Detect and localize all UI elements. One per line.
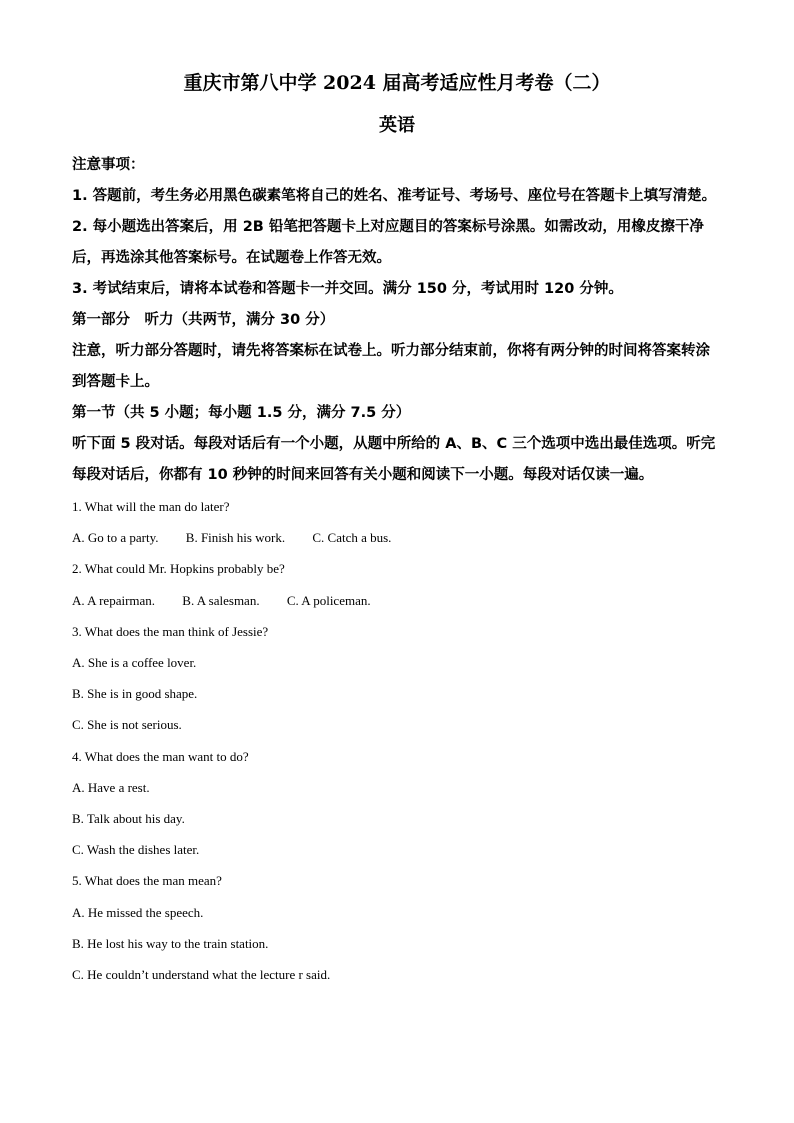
question-5-option-a: A. He missed the speech. — [72, 904, 204, 920]
question-2-option-a: A. A repairman. — [72, 592, 156, 608]
question-5-option-b: B. He lost his way to the train station. — [72, 935, 269, 951]
question-1-options — [72, 522, 722, 553]
notes-heading: 注意事项： — [72, 157, 145, 173]
question-2-option-b: B. A salesman. — [182, 592, 260, 608]
question-1-option-a: A. Go to a party. — [72, 530, 159, 546]
part1-note: 注意，听力部分答题时，请先将答案标在试卷上。听力部分结束前，你将有两分钟的时间将答案转涂到答题卡上。 — [72, 343, 710, 390]
question-4-option-a: A. Have a rest. — [72, 779, 150, 795]
question-4-option-b: B. Talk about his day. — [72, 811, 185, 827]
exam-subject: 英语 — [379, 115, 415, 136]
question-5-option-c: C. He couldn’t understand what the lecture r said. — [72, 967, 331, 983]
question-5-stem: 5. What does the man mean? — [72, 873, 222, 889]
note-item-1: 1. 答题前，考生务必用黑色碳素笔将自己的姓名、准考证号、考场号、座位号在答题卡上填写清楚。 — [72, 188, 717, 204]
exam-title: 重庆市第八中学 2024 届高考适应性月考卷（二） — [183, 72, 611, 94]
question-4-option-c: C. Wash the dishes later. — [72, 842, 200, 858]
question-2-option-c: C. A policeman. — [286, 592, 371, 608]
question-1-option-c: C. Catch a bus. — [312, 530, 392, 546]
question-3-option-b: B. She is in good shape. — [72, 686, 198, 702]
exam-body — [72, 150, 722, 990]
question-3-option-c: C. She is not serious. — [72, 717, 182, 733]
question-4-stem: 4. What does the man want to do? — [72, 748, 249, 764]
section1-instructions: 听下面 5 段对话。每段对话后有一个小题，从题中所给的 A、B、C 三个选项中选出最佳选项。听完每段对话后，你都有 10 秒钟的时间来回答有关小题和阅读下一小题。每段对话仅读一遍。 — [72, 436, 716, 483]
part1-heading: 第一部分 听力（共两节，满分 30 分） — [72, 312, 335, 328]
question-2-stem: 2. What could Mr. Hopkins probably be? — [72, 561, 285, 577]
question-3-option-a: A. She is a coffee lover. — [72, 655, 197, 671]
section1-heading: 第一节（共 5 小题；每小题 1.5 分，满分 7.5 分） — [72, 405, 411, 421]
question-3-stem: 3. What does the man think of Jessie? — [72, 623, 269, 639]
question-1-stem: 1. What will the man do later? — [72, 499, 230, 514]
note-item-2: 2. 每小题选出答案后，用 2B 铅笔把答题卡上对应题目的答案标号涂黑。如需改动，用橡皮擦干净后，再选涂其他答案标号。在试题卷上作答无效。 — [72, 219, 704, 266]
question-2-options — [72, 585, 722, 616]
note-item-3: 3. 考试结束后，请将本试卷和答题卡一并交回。满分 150 分，考试用时 120 分钟。 — [72, 281, 623, 297]
question-1-option-b: B. Finish his work. — [185, 530, 286, 546]
